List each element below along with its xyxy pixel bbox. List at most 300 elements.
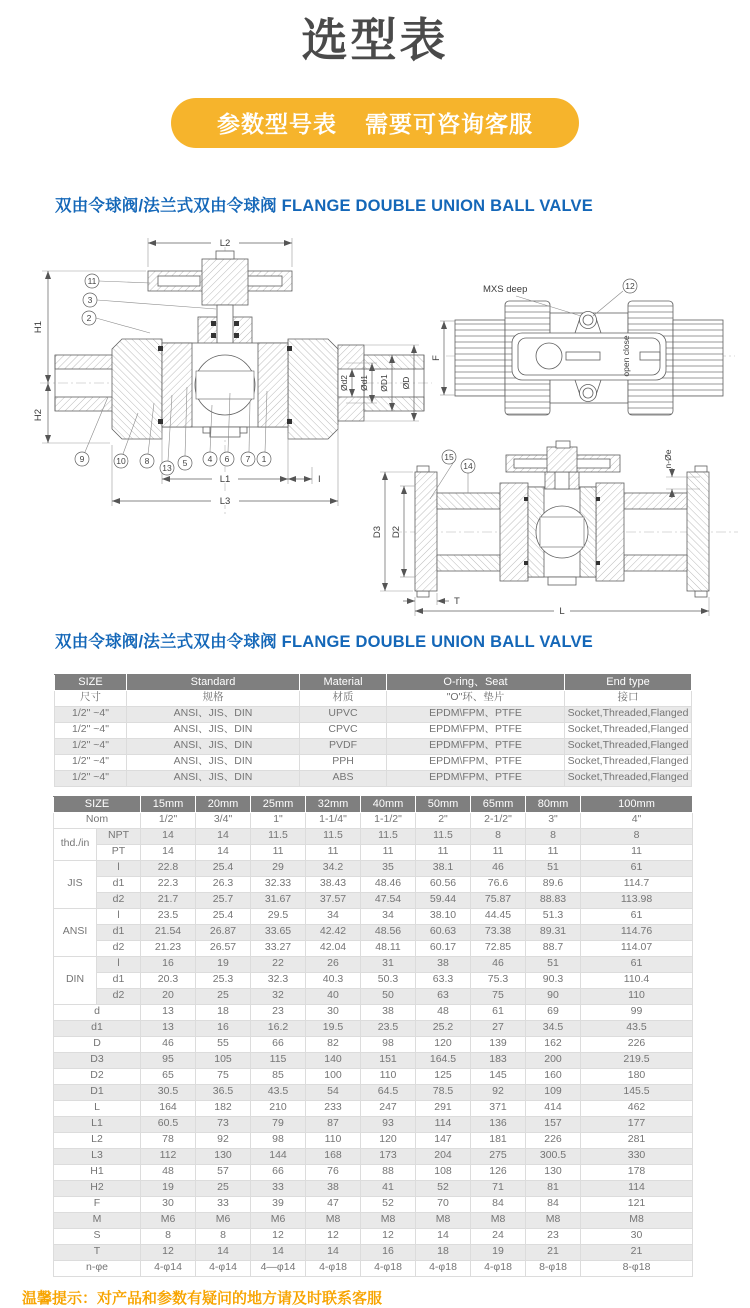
dim-cell: 48	[416, 1004, 471, 1020]
dim-header-row	[54, 796, 693, 812]
dim-row	[54, 1260, 693, 1276]
dim-cell: 55	[196, 1036, 251, 1052]
dim-cell: 2-1/2"	[471, 812, 526, 828]
spec-cell: Socket,Threaded,Flanged	[565, 754, 692, 770]
dim-row-label: PT	[97, 844, 141, 860]
dim-cell: 275	[471, 1148, 526, 1164]
spec-row	[55, 722, 692, 738]
dim-cell: 51	[526, 860, 581, 876]
dim-cell: 27	[471, 1020, 526, 1036]
dim-cell: 95	[141, 1052, 196, 1068]
dim-cell: 173	[361, 1148, 416, 1164]
dim-cell: 19	[196, 956, 251, 972]
dim-cell: 183	[471, 1052, 526, 1068]
dim-cell: 36.5	[196, 1084, 251, 1100]
dim-row-label: M	[54, 1212, 141, 1228]
dim-row-label: L3	[54, 1148, 141, 1164]
dim-cell: 114.7	[581, 876, 693, 892]
dim-header-cell: 40mm	[361, 796, 416, 812]
dim-row-label: L	[54, 1100, 141, 1116]
spec-cell: ABS	[300, 770, 387, 786]
dim-cell: 46	[471, 860, 526, 876]
dim-cell: 32.33	[251, 876, 306, 892]
dim-label-f: F	[431, 354, 442, 361]
spec-cell: ANSI、JIS、DIN	[127, 770, 300, 786]
spec-cell: EPDM\FPM、PTFE	[387, 738, 565, 754]
dim-cell: 34	[306, 908, 361, 924]
svg-text:14: 14	[463, 460, 473, 471]
dim-cell: 30	[141, 1196, 196, 1212]
dim-cell: 14	[196, 1244, 251, 1260]
spec-cell: 1/2" ~4"	[55, 706, 127, 722]
dim-row-label: d1	[97, 876, 141, 892]
spec-subheader-cell: 规格	[127, 690, 300, 706]
dim-cell: 11	[471, 844, 526, 860]
svg-text:15: 15	[444, 451, 454, 462]
svg-text:4: 4	[207, 453, 213, 464]
dim-cell: 38	[361, 1004, 416, 1020]
dim-cell: 4-φ14	[141, 1260, 196, 1276]
dim-cell: 43.5	[251, 1084, 306, 1100]
dim-cell: 168	[306, 1148, 361, 1164]
dim-cell: 11	[526, 844, 581, 860]
dim-cell: 26.57	[196, 940, 251, 956]
dim-cell: 115	[251, 1052, 306, 1068]
dim-header-cell: 50mm	[416, 796, 471, 812]
dim-row	[54, 1036, 693, 1052]
spec-cell: CPVC	[300, 722, 387, 738]
dim-cell: 3/4"	[196, 812, 251, 828]
dim-cell: 26.87	[196, 924, 251, 940]
dim-cell: 60.56	[416, 876, 471, 892]
dim-label-ne: n-Øe	[663, 449, 673, 468]
dim-cell: 462	[581, 1100, 693, 1116]
dim-row	[54, 1004, 693, 1020]
dim-cell: 12	[306, 1228, 361, 1244]
dim-cell: 38.43	[306, 876, 361, 892]
dim-label-i: I	[318, 473, 321, 485]
banner	[171, 98, 579, 148]
dim-cell: 12	[361, 1228, 416, 1244]
spec-row	[55, 706, 692, 722]
dim-cell: 114.07	[581, 940, 693, 956]
dim-cell: 98	[251, 1132, 306, 1148]
dim-table-body	[54, 796, 693, 1276]
svg-text:11: 11	[87, 275, 97, 286]
dim-cell: 30	[581, 1228, 693, 1244]
dim-cell: 14	[141, 844, 196, 860]
spec-header-cell: SIZE	[55, 674, 127, 690]
dim-row-label: D	[54, 1036, 141, 1052]
dim-cell: 14	[251, 1244, 306, 1260]
dim-cell: 84	[526, 1196, 581, 1212]
dim-cell: 33	[251, 1180, 306, 1196]
dim-cell: 25.3	[196, 972, 251, 988]
dim-cell: 88.83	[526, 892, 581, 908]
dim-cell: 88	[361, 1164, 416, 1180]
dim-cell: 60.5	[141, 1116, 196, 1132]
dim-cell: 11	[251, 844, 306, 860]
dim-row-label: d1	[54, 1020, 141, 1036]
dim-cell: 108	[416, 1164, 471, 1180]
dim-cell: 210	[251, 1100, 306, 1116]
dim-cell: 65	[141, 1068, 196, 1084]
dim-cell: 73	[196, 1116, 251, 1132]
spec-cell: Socket,Threaded,Flanged	[565, 706, 692, 722]
mxs-deep-label: MXS deep	[483, 283, 528, 295]
spec-header-cell: End type	[565, 674, 692, 690]
dim-cell: 110.4	[581, 972, 693, 988]
dim-cell: 20.3	[141, 972, 196, 988]
dim-row	[54, 1116, 693, 1132]
dim-cell: 25.4	[196, 908, 251, 924]
dim-cell: 8	[141, 1228, 196, 1244]
dim-cell: M6	[196, 1212, 251, 1228]
dim-row	[54, 972, 693, 988]
dim-cell: 29.5	[251, 908, 306, 924]
dim-cell: 120	[361, 1132, 416, 1148]
dim-cell: 164	[141, 1100, 196, 1116]
page-title: 选型表	[301, 14, 449, 66]
dim-cell: 71	[471, 1180, 526, 1196]
side-view-drawing	[392, 441, 738, 597]
dim-cell: 79	[251, 1116, 306, 1132]
dim-cell: 48.46	[361, 876, 416, 892]
dim-row	[54, 860, 693, 876]
dim-cell: 33.65	[251, 924, 306, 940]
spec-subheader-cell: 接口	[565, 690, 692, 706]
dim-cell: 23	[251, 1004, 306, 1020]
dim-cell: 57	[196, 1164, 251, 1180]
dim-cell: 59.44	[416, 892, 471, 908]
svg-text:5: 5	[182, 457, 188, 468]
dim-row-label: d2	[97, 940, 141, 956]
spec-cell: ANSI、JIS、DIN	[127, 706, 300, 722]
dim-label-h2: H2	[33, 408, 44, 421]
dim-cell: 60.17	[416, 940, 471, 956]
dim-label-l: L	[559, 605, 565, 617]
dim-cell: 30	[306, 1004, 361, 1020]
dim-cell: M6	[141, 1212, 196, 1228]
dim-cell: 18	[416, 1244, 471, 1260]
dim-cell: 114	[581, 1180, 693, 1196]
svg-text:6: 6	[224, 453, 230, 464]
dim-cell: 1"	[251, 812, 306, 828]
dim-cell: 19.5	[306, 1020, 361, 1036]
dim-cell: 145	[471, 1068, 526, 1084]
dim-cell: 4-φ18	[416, 1260, 471, 1276]
dim-cell: 4-φ18	[306, 1260, 361, 1276]
spec-subheader-cell: 材质	[300, 690, 387, 706]
dim-cell: 41	[361, 1180, 416, 1196]
dim-cell: 114	[416, 1116, 471, 1132]
dim-label-od: ØD	[401, 376, 411, 389]
dim-cell: 26.3	[196, 876, 251, 892]
dim-cell: 110	[361, 1068, 416, 1084]
dim-cell: 12	[141, 1244, 196, 1260]
dim-cell: 8	[581, 828, 693, 844]
dim-cell: 14	[306, 1244, 361, 1260]
dim-header-cell: 15mm	[141, 796, 196, 812]
dim-cell: 16	[361, 1244, 416, 1260]
dim-row	[54, 1020, 693, 1036]
dim-cell: 1-1/4"	[306, 812, 361, 828]
svg-text:10: 10	[116, 455, 126, 466]
spec-cell: Socket,Threaded,Flanged	[565, 722, 692, 738]
dim-cell: M8	[581, 1212, 693, 1228]
dim-cell: 33	[196, 1196, 251, 1212]
dim-cell: 52	[361, 1196, 416, 1212]
dim-cell: 130	[196, 1148, 251, 1164]
dim-row-label: H1	[54, 1164, 141, 1180]
dim-cell: 63	[416, 988, 471, 1004]
dim-cell: 25	[196, 1180, 251, 1196]
dim-row-label: NPT	[97, 828, 141, 844]
dim-cell: 114.76	[581, 924, 693, 940]
dim-cell: 50	[361, 988, 416, 1004]
dim-cell: 63.3	[416, 972, 471, 988]
spec-row	[55, 754, 692, 770]
dim-cell: 20	[141, 988, 196, 1004]
dim-label-l2: L2	[219, 237, 231, 249]
dim-label-od2: Ød2	[339, 374, 349, 391]
dim-cell: 139	[471, 1036, 526, 1052]
dim-cell: 90.3	[526, 972, 581, 988]
dim-cell: 32	[251, 988, 306, 1004]
dim-cell: 2"	[416, 812, 471, 828]
dim-cell: 50.3	[361, 972, 416, 988]
spec-cell: 1/2" ~4"	[55, 770, 127, 786]
dim-cell: 25.7	[196, 892, 251, 908]
dim-row	[54, 940, 693, 956]
spec-cell: 1/2" ~4"	[55, 754, 127, 770]
dim-cell: 78	[141, 1132, 196, 1148]
dim-cell: M8	[471, 1212, 526, 1228]
dim-cell: 8-φ18	[526, 1260, 581, 1276]
dim-label-d3: D3	[372, 525, 383, 538]
dim-cell: 34.2	[306, 860, 361, 876]
dim-cell: 76	[306, 1164, 361, 1180]
dim-cell: 178	[581, 1164, 693, 1180]
footer-note: 温馨提示：对产品和参数有疑问的地方请及时联系客服	[22, 1289, 383, 1307]
spec-header-cell: Standard	[127, 674, 300, 690]
spec-cell: PPH	[300, 754, 387, 770]
dim-row	[54, 1164, 693, 1180]
dim-cell: 300.5	[526, 1148, 581, 1164]
dim-cell: 180	[581, 1068, 693, 1084]
dim-row-label: d1	[97, 924, 141, 940]
dim-row-label: H2	[54, 1180, 141, 1196]
dim-cell: 75.87	[471, 892, 526, 908]
dim-row-label: l	[97, 956, 141, 972]
dim-group-label: JIS	[54, 860, 97, 908]
dim-cell: 113.98	[581, 892, 693, 908]
dim-cell: 93	[361, 1116, 416, 1132]
dim-cell: 8	[526, 828, 581, 844]
dim-row	[54, 828, 693, 844]
dim-cell: 75.3	[471, 972, 526, 988]
dim-row	[54, 1244, 693, 1260]
dim-cell: 84	[471, 1196, 526, 1212]
dim-cell: 22	[251, 956, 306, 972]
dim-label-od1: Ød1	[359, 374, 369, 391]
dim-row	[54, 1212, 693, 1228]
dim-cell: 4"	[581, 812, 693, 828]
dim-cell: 13	[141, 1020, 196, 1036]
dim-row-label: F	[54, 1196, 141, 1212]
dim-cell: 105	[196, 1052, 251, 1068]
dim-label-l3: L3	[219, 495, 231, 507]
dim-cell: 42.42	[306, 924, 361, 940]
dim-cell: 8	[196, 1228, 251, 1244]
dim-cell: 11.5	[361, 828, 416, 844]
spec-cell: Socket,Threaded,Flanged	[565, 770, 692, 786]
dim-cell: 25.4	[196, 860, 251, 876]
dim-cell: 8-φ18	[581, 1260, 693, 1276]
dim-cell: 1-1/2"	[361, 812, 416, 828]
dim-header-cell: 32mm	[306, 796, 361, 812]
dim-cell: M8	[306, 1212, 361, 1228]
svg-text:7: 7	[245, 453, 251, 464]
spec-cell: Socket,Threaded,Flanged	[565, 738, 692, 754]
spec-cell: PVDF	[300, 738, 387, 754]
technical-drawings	[0, 221, 750, 623]
dim-cell: 11.5	[251, 828, 306, 844]
dim-row-label: l	[97, 860, 141, 876]
dim-cell: 76.6	[471, 876, 526, 892]
dim-cell: 34	[361, 908, 416, 924]
dim-cell: 61	[581, 908, 693, 924]
dim-cell: 109	[526, 1084, 581, 1100]
dim-cell: 4-φ14	[196, 1260, 251, 1276]
dim-header-size: SIZE	[54, 796, 141, 812]
dim-cell: 177	[581, 1116, 693, 1132]
dim-row-label: n-φe	[54, 1260, 141, 1276]
dim-cell: 70	[416, 1196, 471, 1212]
dim-cell: 112	[141, 1148, 196, 1164]
dim-row	[54, 1180, 693, 1196]
dim-cell: 46	[471, 956, 526, 972]
dim-row	[54, 924, 693, 940]
dim-cell: 40	[306, 988, 361, 1004]
spec-cell: ANSI、JIS、DIN	[127, 754, 300, 770]
dim-cell: 414	[526, 1100, 581, 1116]
dim-row	[54, 1084, 693, 1100]
dim-cell: 11.5	[306, 828, 361, 844]
dim-cell: 11	[416, 844, 471, 860]
dim-cell: M6	[251, 1212, 306, 1228]
dim-cell: 61	[581, 956, 693, 972]
spec-cell: ANSI、JIS、DIN	[127, 722, 300, 738]
dim-header-cell: 100mm	[581, 796, 693, 812]
dim-cell: 52	[416, 1180, 471, 1196]
dim-cell: 281	[581, 1132, 693, 1148]
dim-cell: 30.5	[141, 1084, 196, 1100]
dim-cell: 16	[196, 1020, 251, 1036]
dim-cell: 23	[526, 1228, 581, 1244]
dim-row-label: d2	[97, 892, 141, 908]
dim-row-label: l	[97, 908, 141, 924]
dim-cell: 371	[471, 1100, 526, 1116]
dim-cell: 16.2	[251, 1020, 306, 1036]
dim-cell: 164.5	[416, 1052, 471, 1068]
dim-cell: 21	[581, 1244, 693, 1260]
dim-cell: 16	[141, 956, 196, 972]
dim-header-cell: 25mm	[251, 796, 306, 812]
dim-cell: 226	[526, 1132, 581, 1148]
dim-cell: 51	[526, 956, 581, 972]
dim-row-label: d1	[97, 972, 141, 988]
spec-cell: ANSI、JIS、DIN	[127, 738, 300, 754]
dim-cell: 219.5	[581, 1052, 693, 1068]
dim-cell: 25.2	[416, 1020, 471, 1036]
dim-cell: 92	[471, 1084, 526, 1100]
dim-cell: 4—φ14	[251, 1260, 306, 1276]
spec-table-body	[55, 674, 692, 786]
dim-cell: 33.27	[251, 940, 306, 956]
dim-header-cell: 65mm	[471, 796, 526, 812]
dim-cell: 160	[526, 1068, 581, 1084]
dim-cell: 204	[416, 1148, 471, 1164]
dim-row	[54, 908, 693, 924]
dim-cell: 38	[306, 1180, 361, 1196]
dim-label-odd1: ØD1	[379, 373, 389, 392]
dim-cell: 121	[581, 1196, 693, 1212]
dim-cell: 14	[141, 828, 196, 844]
dim-header-cell: 80mm	[526, 796, 581, 812]
dim-row	[54, 956, 693, 972]
dim-table	[53, 796, 693, 1277]
dim-cell: 44.45	[471, 908, 526, 924]
dim-label-d2: D2	[391, 525, 402, 538]
dim-cell: 39	[251, 1196, 306, 1212]
dim-cell: 78.5	[416, 1084, 471, 1100]
dim-cell: 22.8	[141, 860, 196, 876]
dim-cell: 43.5	[581, 1020, 693, 1036]
dim-cell: 89.31	[526, 924, 581, 940]
dim-cell: 330	[581, 1148, 693, 1164]
spec-subheader-row	[55, 690, 692, 706]
dim-cell: 26	[306, 956, 361, 972]
dim-cell: 145.5	[581, 1084, 693, 1100]
dim-cell: 11	[581, 844, 693, 860]
dim-cell: 130	[526, 1164, 581, 1180]
spec-cell: EPDM\FPM、PTFE	[387, 706, 565, 722]
dim-header-cell: 20mm	[196, 796, 251, 812]
dim-cell: 19	[141, 1180, 196, 1196]
dim-group-label: thd./in	[54, 828, 97, 860]
dim-group-label: DIN	[54, 956, 97, 1004]
dim-cell: 29	[251, 860, 306, 876]
spec-header-cell: O-ring、Seat	[387, 674, 565, 690]
dim-cell: 291	[416, 1100, 471, 1116]
dim-cell: 247	[361, 1100, 416, 1116]
svg-text:8: 8	[144, 455, 150, 466]
dim-cell: 85	[251, 1068, 306, 1084]
dim-cell: 42.04	[306, 940, 361, 956]
dim-cell: M8	[416, 1212, 471, 1228]
dim-cell: 72.85	[471, 940, 526, 956]
dim-cell: 147	[416, 1132, 471, 1148]
dim-row	[54, 1196, 693, 1212]
dim-cell: 14	[196, 844, 251, 860]
dim-cell: 90	[526, 988, 581, 1004]
dim-cell: 73.38	[471, 924, 526, 940]
dim-row	[54, 1132, 693, 1148]
spec-cell: EPDM\FPM、PTFE	[387, 770, 565, 786]
spec-table	[54, 674, 692, 787]
dim-cell: 48.56	[361, 924, 416, 940]
